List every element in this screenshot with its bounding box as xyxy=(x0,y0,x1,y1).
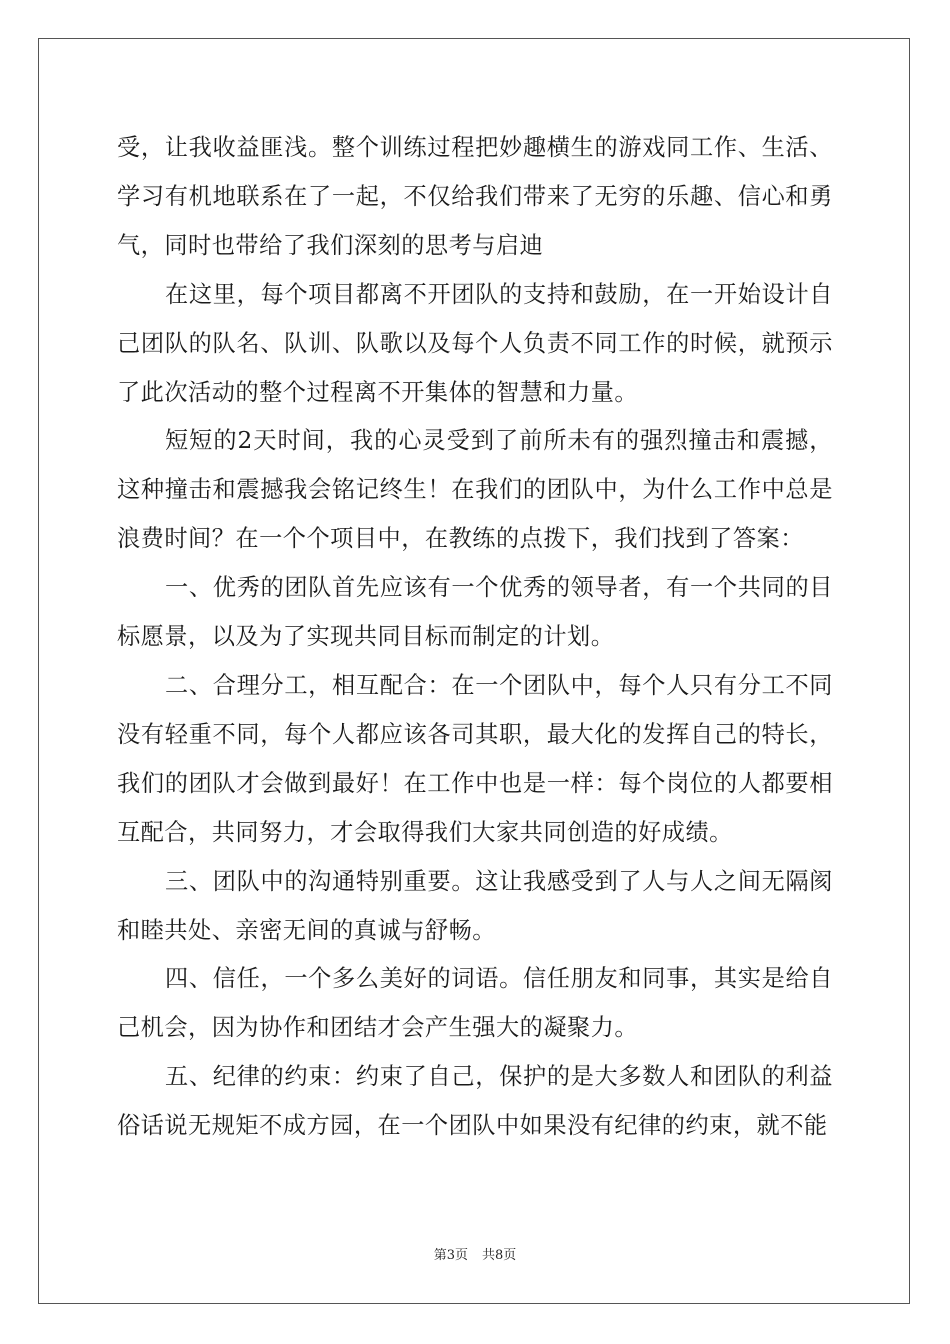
paragraph-3: 短短的2天时间，我的心灵受到了前所未有的强烈撞击和震撼，这种撞击和震撼我会铭记终生！在我们的团队中，为什么工作中总是浪费时间？在一个个项目中，在教练的点拨下，我们找到了答案： xyxy=(117,427,833,553)
paragraph-7: 四、信任，一个多么美好的词语。信任朋友和同事，其实是给自己机会，因为协作和团结才会产生强大的凝聚力。 xyxy=(117,965,833,1042)
page-total: 共8页 xyxy=(482,1248,517,1263)
paragraph-2: 在这里，每个项目都离不开团队的支持和鼓励，在一开始设计自己团队的队名、队训、队歌以及每个人负责不同工作的时候，就预示了此次活动的整个过程离不开集体的智慧和力量。 xyxy=(117,280,833,406)
paragraph-6: 三、团队中的沟通特别重要。这让我感受到了人与人之间无隔阂和睦共处、亲密无间的真诚与舒畅。 xyxy=(117,867,833,944)
paragraph-1: 受，让我收益匪浅。整个训练过程把妙趣横生的游戏同工作、生活、学习有机地联系在了一起，不仅给我们带来了无穷的乐趣、信心和勇气，同时也带给了我们深刻的思考与启迪 xyxy=(117,134,833,259)
paragraph-8: 五、纪律的约束：约束了自己，保护的是大多数人和团队的利益俗话说无规矩不成方园，在一个团队中如果没有纪律的约束，就不能 xyxy=(117,1063,833,1140)
document-body xyxy=(117,124,833,1151)
paragraph-5: 二、合理分工，相互配合：在一个团队中，每个人只有分工不同没有轻重不同，每个人都应该各司其职，最大化的发挥自己的特长，我们的团队才会做到最好！在工作中也是一样：每个岗位的人都要相互配合，共同努力，才会取得我们大家共同创造的好成绩。 xyxy=(117,671,833,846)
paragraph-4: 一、优秀的团队首先应该有一个优秀的领导者，有一个共同的目标愿景，以及为了实现共同目标而制定的计划。 xyxy=(117,574,833,651)
page-number: 第3页 xyxy=(433,1248,468,1263)
page-footer xyxy=(0,1248,950,1264)
